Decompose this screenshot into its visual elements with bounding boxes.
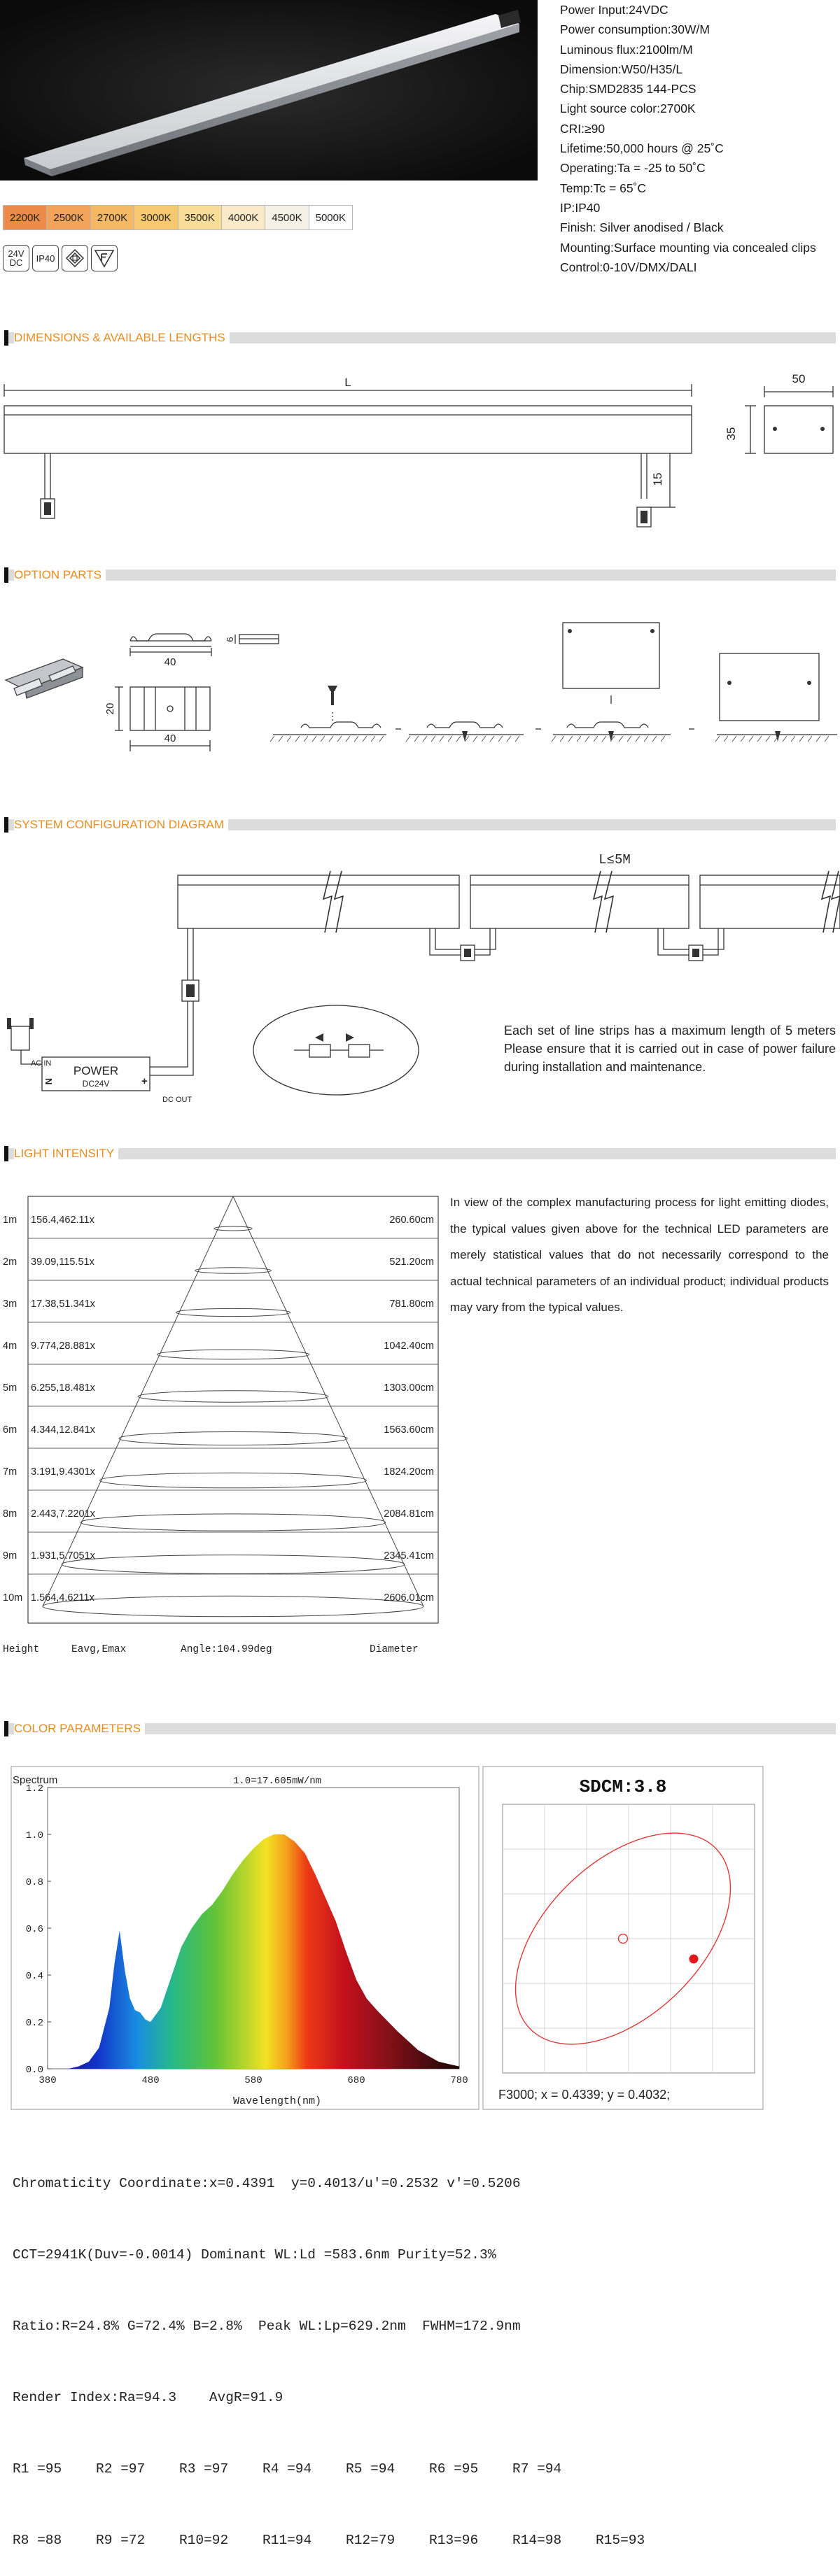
voltage-icon: 24V DC [3,245,29,271]
spec-item: Temp:Tc = 65˚C [560,181,647,195]
spectrum-chart [11,1767,479,2109]
bracket-height-label: 20 [104,702,116,715]
intensity-row-height: 5m [3,1382,18,1394]
class-iii-icon [62,245,88,271]
render-index-value: R13=96 [429,2533,479,2548]
render-index-value: R9 =72 [96,2533,146,2548]
render-index-value: R1 =95 [13,2461,62,2477]
spec-item: Lifetime:50,000 hours @ 25˚C [560,141,724,156]
intensity-row-diameter: 1563.60cm [384,1424,434,1436]
intensity-row-height: 3m [3,1298,18,1310]
section-header-intensity: LIGHT INTENSITY [4,1146,836,1161]
render-index-value: R11=94 [262,2533,312,2548]
ratio-line: Ratio:R=24.8% G=72.4% B=2.8% Peak WL:Lp=629.2nm FWHM=172.9nm [13,2319,521,2334]
cct-swatch: 5000K [309,205,353,230]
sdcm-chart [483,1767,763,2109]
intensity-row-height: 6m [3,1424,18,1436]
f-mark-icon [91,245,118,271]
intensity-footer-diameter: Diameter [370,1644,419,1655]
intensity-row-height: 2m [3,1257,18,1268]
render-index-value: R3 =97 [179,2461,229,2477]
sdcm-measured-point [690,1955,699,1964]
intensity-footer-eavg: Eavg,Emax [71,1644,127,1655]
spectrum-subtitle: 1.0=17.605mW/nm [232,1776,322,1787]
color-parameters [13,2124,832,2576]
power-title: POWER [73,1064,119,1077]
spectrum-xtick-label: 580 [244,2075,262,2086]
spec-item: Mounting:Surface mounting via concealed clips [560,240,816,255]
render-index-value: R2 =97 [96,2461,146,2477]
power-voltage: DC24V [82,1079,110,1089]
intensity-row-height: 8m [3,1508,18,1520]
spectrum-ytick-label: 1.2 [25,1783,43,1795]
intensity-row-diameter: 2345.41cm [384,1550,434,1562]
spec-item: Light source color:2700K [560,101,696,116]
render-index-line: Render Index:Ra=94.3 AvgR=91.9 [13,2390,284,2405]
light-intensity-diagram [0,1189,448,1672]
power-positive-label: + [141,1075,148,1087]
intensity-row-values: 156.4,462.11x [31,1215,94,1226]
dim-width-label: 50 [792,372,806,385]
section-header-system: SYSTEM CONFIGURATION DIAGRAM [4,817,836,833]
intensity-row-values: 9.774,28.881x [31,1340,95,1352]
spec-item: Control:0-10V/DMX/DALI [560,260,697,274]
dim-height-label: 35 [724,427,738,441]
spec-item: Chip:SMD2835 144-PCS [560,82,696,97]
spectrum-xlabel: Wavelength(nm) [232,2095,322,2107]
intensity-row-diameter: 781.80cm [389,1298,434,1310]
section-header-options: OPTION PARTS [4,567,836,583]
spectrum-xtick-label: 780 [450,2075,468,2086]
intensity-row-diameter: 2606.01cm [384,1592,434,1604]
cct-swatch: 2500K [46,205,90,230]
clip-height-label: 6 [225,637,235,642]
bracket-width-label: 40 [164,733,176,744]
cct-swatch: 3000K [134,205,177,230]
render-index-value: R12=79 [346,2533,396,2548]
cct-swatch: 2200K [3,205,46,230]
intensity-row-diameter: 1042.40cm [384,1340,434,1352]
intensity-footer-height: Height [3,1644,40,1655]
dc-out-label: DC OUT [162,1096,192,1104]
intensity-row-diameter: 521.20cm [389,1257,434,1268]
spectrum-xtick-label: 480 [141,2075,160,2086]
spectrum-ytick-label: 1.0 [25,1830,43,1841]
spec-item: CRI:≥90 [560,121,606,136]
spectrum-ytick-label: 0.2 [25,2018,43,2029]
spec-item: Operating:Ta = -25 to 50˚C [560,161,706,176]
spectrum-ytick-label: 0.6 [25,1924,43,1935]
system-note: Each set of line strips has a maximum length of 5 meters Please ensure that it is carried out in case of power failure during installation and maintenance. [504,1024,836,1074]
intensity-row-diameter: 1303.00cm [384,1382,434,1394]
sdcm-title: SDCM:3.8 [579,1776,667,1797]
render-index-value: R4 =94 [262,2461,312,2477]
dim-leg-label: 15 [651,472,664,486]
cct-line: CCT=2941K(Duv=-0.0014) Dominant WL:Ld =583.6nm Purity=52.3% [13,2247,496,2263]
intensity-row-height: 10m [3,1592,23,1604]
intensity-row-values: 6.255,18.481x [31,1382,95,1394]
power-negative-label: N [43,1078,54,1085]
render-index-row [13,2528,832,2552]
spectrum-xtick-label: 680 [347,2075,365,2086]
spectrum-ytick-label: 0.4 [25,1971,43,1982]
render-index-value: R15=93 [596,2533,645,2548]
render-index-value: R7 =94 [512,2461,562,2477]
cct-swatch: 2700K [90,205,134,230]
intensity-row-values: 1.564,4.6211x [31,1592,94,1604]
intensity-row-diameter: 1824.20cm [384,1466,434,1478]
section-header-color: COLOR PARAMETERS [4,1721,836,1736]
intensity-row-height: 1m [3,1215,18,1226]
spectrum-title: Spectrum [13,1774,58,1786]
spec-item: IP:IP40 [560,200,601,215]
system-configuration-drawing [0,843,840,1126]
cct-swatch: 4000K [221,205,265,230]
ip-rating-icon: IP40 [32,245,59,271]
intensity-row-values: 39.09,115.51x [31,1257,94,1268]
render-index-row [13,2457,832,2481]
product-photo [0,0,538,181]
intensity-row-values: 1.931,5.7051x [31,1550,95,1562]
intensity-row-values: 3.191,9.4301x [31,1466,95,1478]
intensity-note: In view of the complex manufacturing process for light emitting diodes, the typical values given above for the technical LED parameters are merely statistical values that do not necessarily correspond to the actual technical parameters of an individual product; individual products may vary from the typical values. [450,1196,829,1314]
dim-length-label: L [344,376,351,389]
max-length-label: L≤5M [598,852,631,868]
intensity-row-values: 2.443,7.2201x [31,1508,95,1520]
render-index-value: R8 =88 [13,2533,62,2548]
ac-in-label: AC IN [31,1059,52,1068]
spec-item: Dimension:W50/H35/L [560,62,683,76]
sdcm-footer: F3000; x = 0.4339; y = 0.4032; [498,2088,671,2102]
spec-item: Power consumption:30W/M [560,22,710,37]
clip-width-label: 40 [164,656,176,668]
intensity-row-values: 17.38,51.341x [31,1298,95,1310]
cct-swatch: 4500K [265,205,308,230]
intensity-footer-angle: Angle:104.99deg [181,1644,272,1655]
dimension-drawing [0,367,840,542]
intensity-row-values: 4.344,12.841x [31,1424,95,1436]
cct-swatch: 3500K [178,205,221,230]
spectrum-ytick-label: 0.8 [25,1877,43,1888]
render-index-value: R14=98 [512,2533,562,2548]
intensity-row-height: 7m [3,1466,18,1478]
spec-item: Power Input:24VDC [560,3,668,17]
chromaticity-line: Chromaticity Coordinate:x=0.4391 y=0.4013/u'=0.2532 v'=0.5206 [13,2176,521,2191]
spectrum-xtick-label: 380 [38,2075,57,2086]
intensity-row-diameter: 2084.81cm [384,1508,434,1520]
render-index-value: R10=92 [179,2533,229,2548]
intensity-row-height: 9m [3,1550,18,1562]
cct-options [3,205,353,230]
spec-item: Finish: Silver anodised / Black [560,220,724,235]
intensity-row-height: 4m [3,1340,18,1352]
certification-icons [3,245,118,271]
render-index-value: R6 =95 [429,2461,479,2477]
spectrum-ytick-label: 0.0 [25,2065,43,2076]
render-index-value: R5 =94 [346,2461,396,2477]
spec-item: Luminous flux:2100lm/M [560,42,693,57]
spec-list [560,0,840,277]
option-parts-drawing [0,616,840,756]
section-header-dimensions: DIMENSIONS & AVAILABLE LENGTHS [4,330,836,346]
intensity-row-diameter: 260.60cm [389,1215,434,1226]
